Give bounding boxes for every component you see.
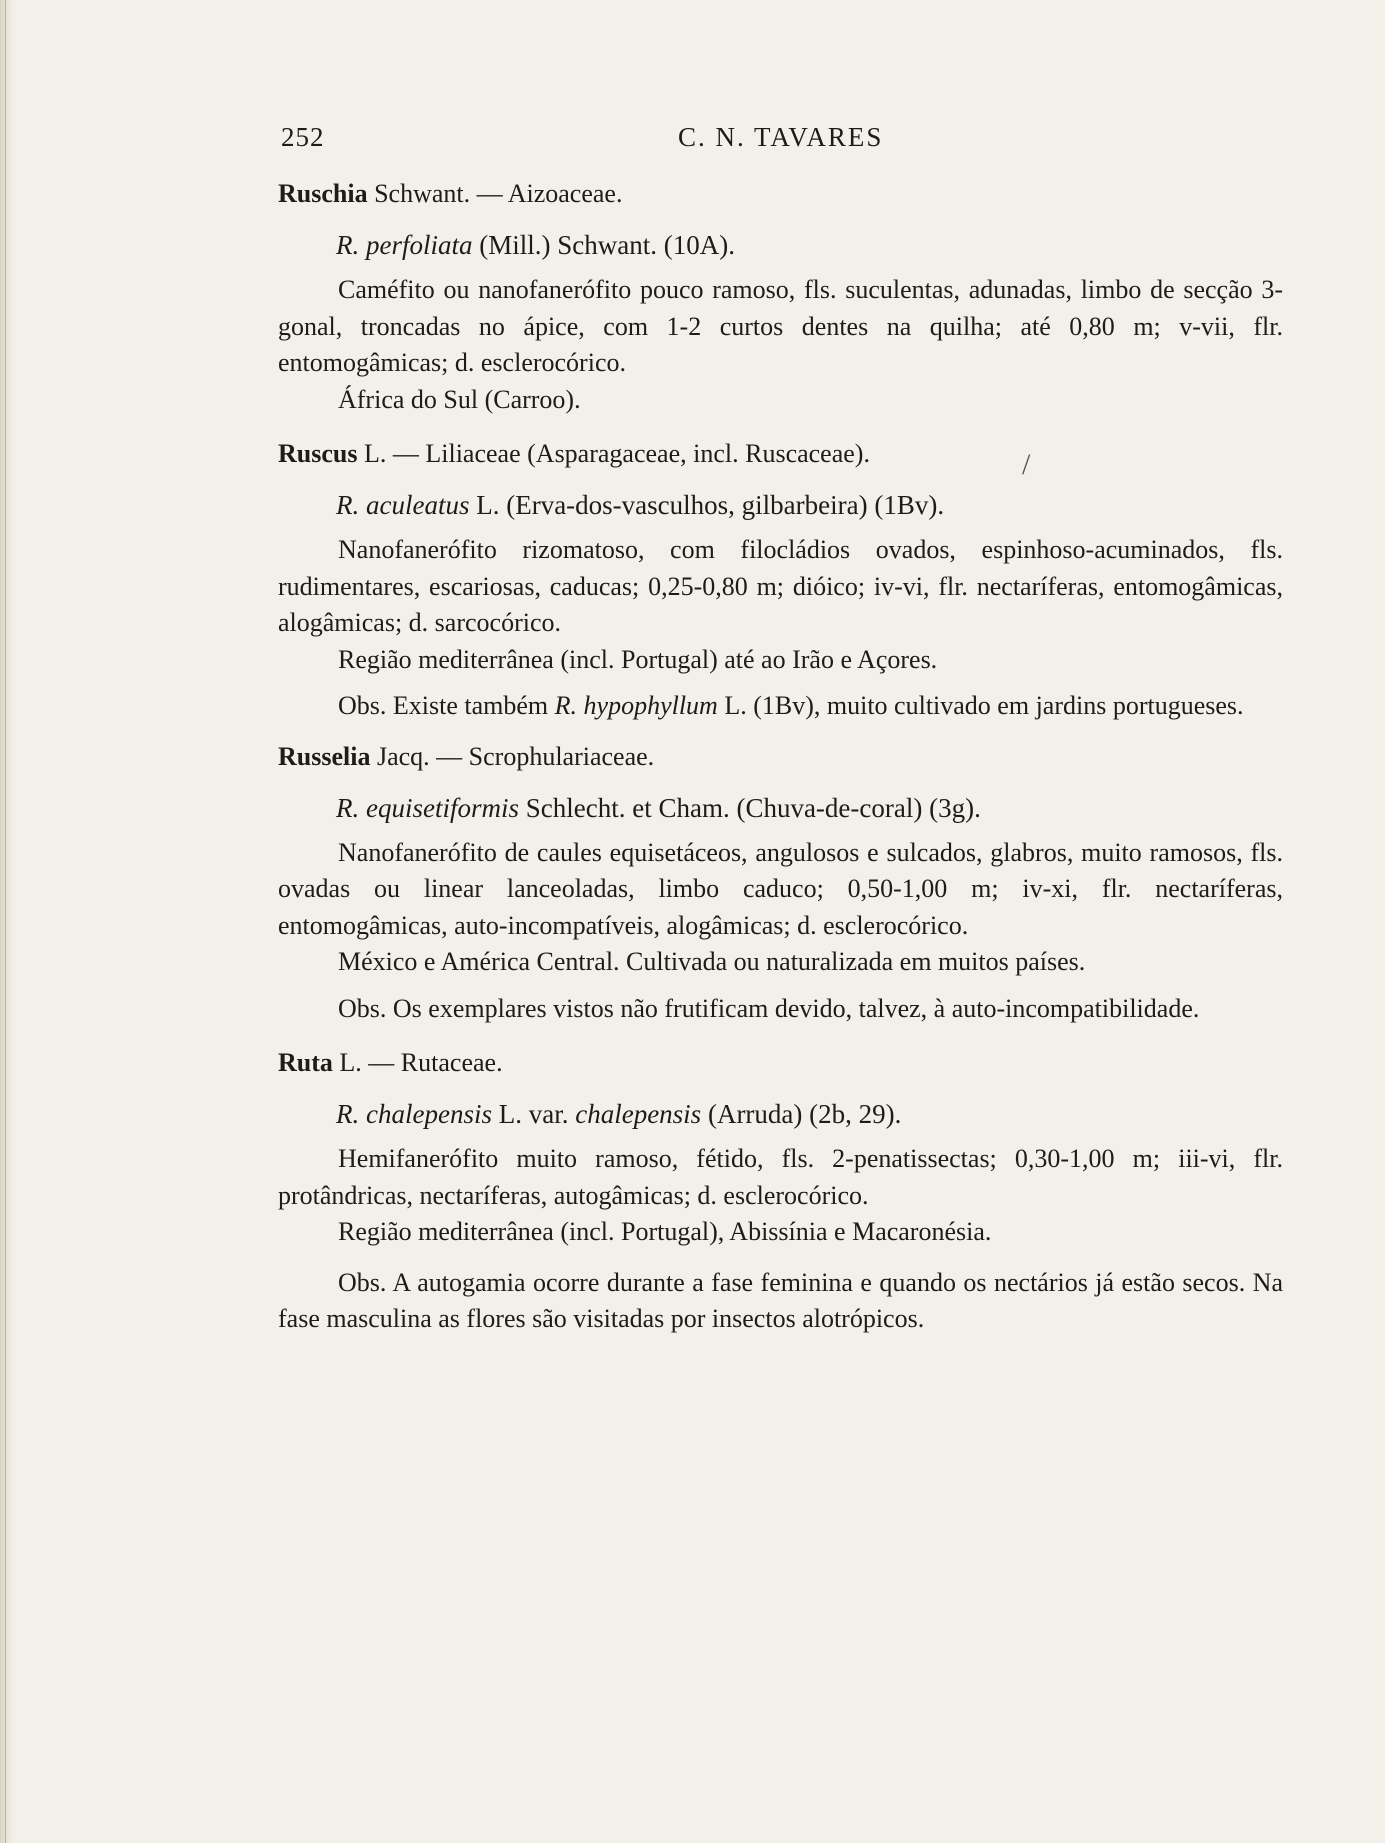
species-heading: R. equisetiformis Schlecht. et Cham. (Chuva-de-coral) (3g).: [336, 792, 981, 823]
genus-authority: L.: [363, 439, 387, 468]
species-epithet: perfoliata: [366, 230, 473, 260]
genus-authority: L.: [339, 1048, 362, 1077]
genus-heading-ruscus: Ruscus L. — Liliaceae (Asparagaceae, incl. Ruscaceae).: [278, 439, 870, 468]
genus-family: Rutaceae.: [400, 1048, 503, 1077]
species-distribution: Região mediterrânea (incl. Portugal), Abissínia e Macaronésia.: [338, 1217, 992, 1246]
species-observation: Obs. A autogamia ocorre durante a fase feminina e quando os nectários já estão secos. Na fase masculina as flores são visitadas por insectos alotrópicos.: [278, 1267, 1283, 1333]
species-description: Nanofanerófito rizomatoso, com filocládios ovados, espinhoso-acuminados, fls. rudimentares, escariosas, caducas; 0,25-0,80 m; dióico; iv-vi, flr. nectaríferas, entomogâmicas, alogâmicas; d. sarcocórico.: [278, 535, 1283, 637]
page-binding-edge: [0, 0, 14, 1843]
genus-name: Ruschia: [278, 179, 368, 208]
genus-name: Ruscus: [278, 439, 358, 468]
species-observation: Obs. Os exemplares vistos não frutificam devido, talvez, à auto-incompatibilidade.: [338, 993, 1200, 1023]
species-distribution: México e América Central. Cultivada ou naturalizada em muitos países.: [338, 947, 1086, 976]
species-epithet: chalepensis: [366, 1099, 492, 1129]
species-distribution: Região mediterrânea (incl. Portugal) até ao Irão e Açores.: [338, 644, 938, 674]
genus-heading-ruta: Ruta L. — Rutaceae.: [278, 1048, 503, 1077]
genus-family: Liliaceae (Asparagaceae, incl. Ruscaceae).: [425, 439, 870, 468]
genus-authority: Jacq.: [376, 741, 430, 771]
page-content: [278, 112, 1283, 1338]
species-heading: R. chalepensis L. var. chalepensis (Arruda) (2b, 29).: [336, 1099, 902, 1129]
genus-heading-russelia: Russelia Jacq. — Scrophulariaceae.: [278, 741, 655, 771]
running-head: [278, 112, 1283, 152]
species-heading: R. aculeatus L. (Erva-dos-vasculhos, gilbarbeira) (1Bv).: [336, 490, 945, 520]
genus-heading-ruschia: Ruschia Schwant. — Aizoaceae.: [278, 179, 623, 208]
species-description: Hemifanerófito muito ramoso, fétido, fls. 2-penatissectas; 0,30-1,00 m; iii-vi, flr. protândricas, nectaríferas, autogâmicas; d. esclerocórico.: [278, 1144, 1283, 1210]
species-description: Nanofanerófito de caules equisetáceos, angulosos e sulcados, glabros, muito ramosos, fls. ovadas ou linear lanceoladas, limbo caduco; 0,50-1,00 m; iv-xi, flr. nectaríferas, entomogâmicas, auto-incompatíveis, alogâmicas; d. esclerocórico.: [278, 837, 1283, 940]
genus-authority: Schwant.: [374, 179, 471, 208]
species-distribution: África do Sul (Carroo).: [338, 384, 581, 414]
genus-name: Ruta: [278, 1048, 333, 1077]
genus-family: Scrophulariaceae.: [468, 741, 655, 771]
genus-family: Aizoaceae.: [507, 179, 623, 208]
species-epithet: aculeatus: [366, 490, 470, 520]
species-epithet: equisetiformis: [366, 792, 519, 823]
species-heading: R. perfoliata (Mill.) Schwant. (10A).: [336, 230, 735, 260]
page-number: 252: [281, 122, 325, 152]
species-description: Caméfito ou nanofanerófito pouco ramoso, fls. suculentas, adunadas, limbo de secção 3-gonal, troncadas no ápice, com 1-2 curtos dentes na quilha; até 0,80 m; v-vii, flr. entomogâmicas; d. esclerocórico.: [278, 275, 1283, 377]
genus-name: Russelia: [278, 741, 371, 771]
pencil-check-mark: /: [1022, 448, 1031, 481]
running-title: C. N. TAVARES: [678, 122, 884, 152]
species-observation: Obs. Existe também R. hypophyllum L. (1Bv), muito cultivado em jardins portugueses.: [338, 691, 1244, 720]
